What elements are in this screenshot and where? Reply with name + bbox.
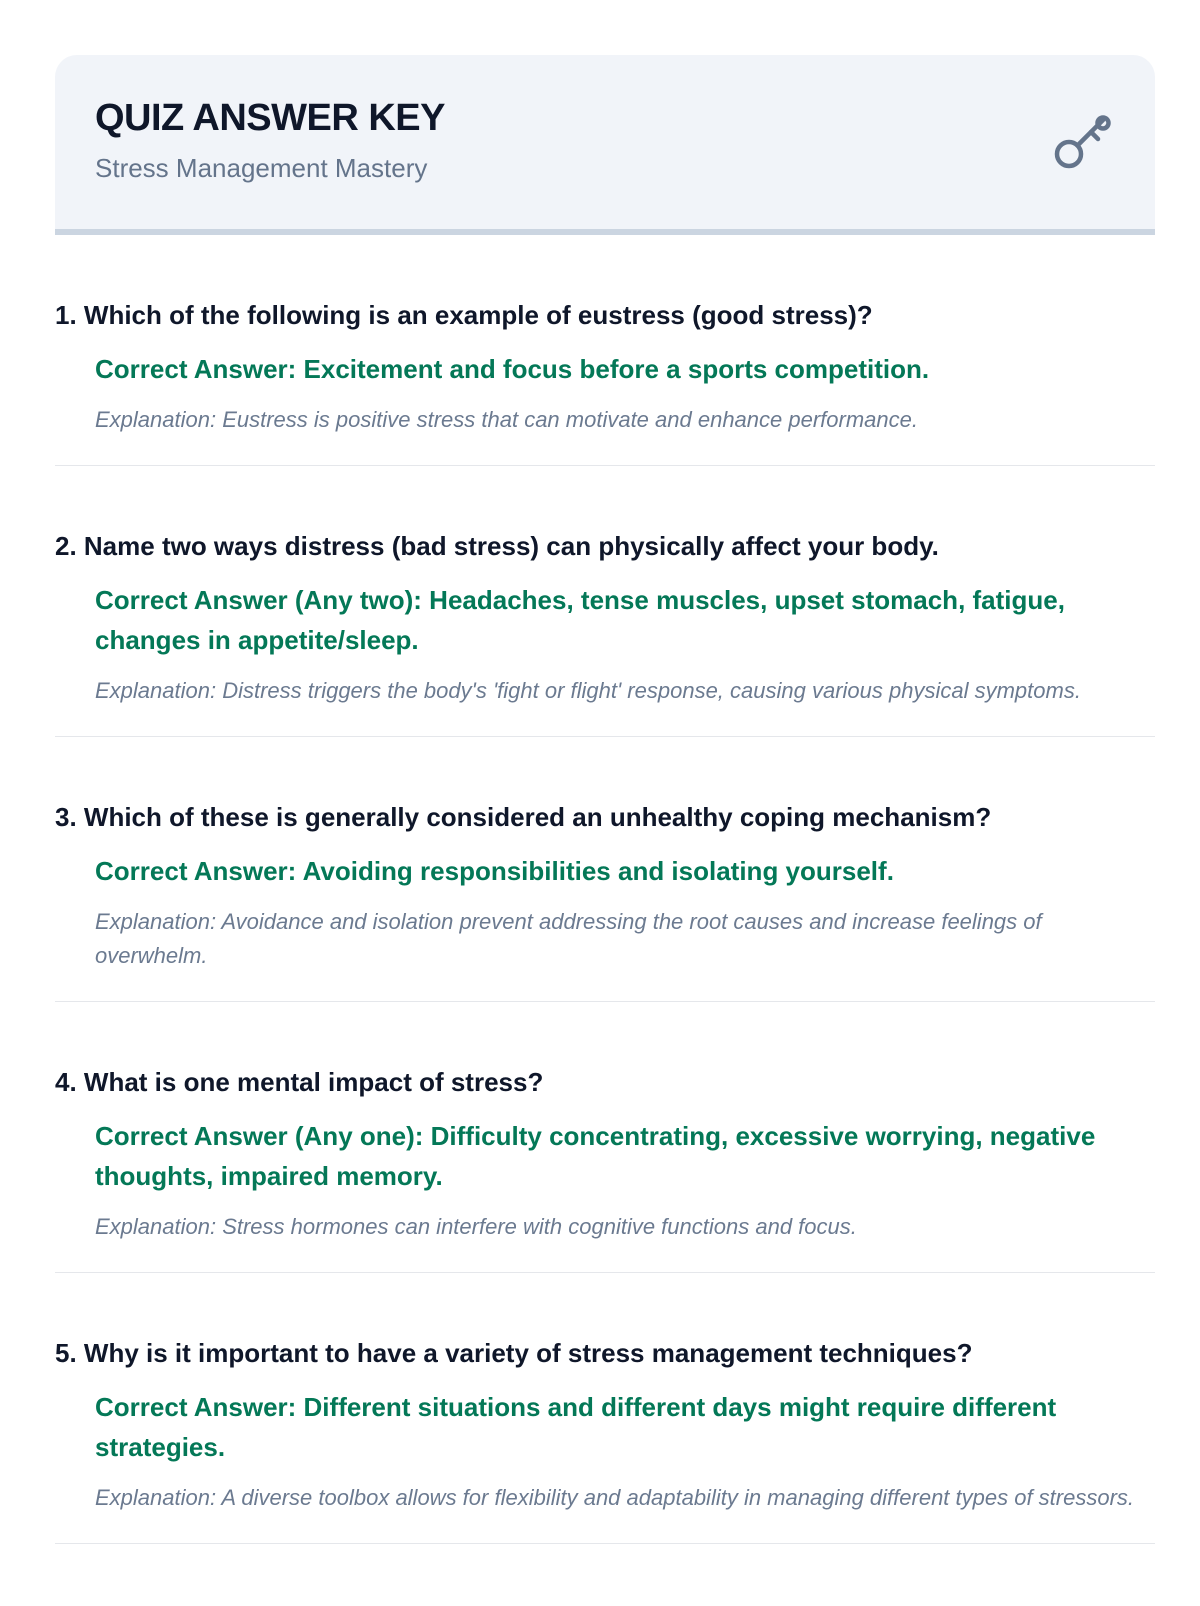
key-icon	[1051, 110, 1115, 174]
question-text: 2. Name two ways distress (bad stress) can physically affect your body.	[55, 531, 939, 561]
question-text: 5. Why is it important to have a variety of stress management techniques?	[55, 1338, 973, 1368]
question-item	[55, 799, 1155, 1002]
correct-answer: Correct Answer: Avoiding responsibilities and isolating yourself.	[95, 856, 894, 886]
answer-explanation: Explanation: Avoidance and isolation prevent addressing the root causes and increase feelings of overwhelm.	[95, 909, 1042, 968]
answer-explanation: Explanation: Distress triggers the body's 'fight or flight' response, causing various physical symptoms.	[95, 678, 1081, 703]
page-title: QUIZ ANSWER KEY	[95, 97, 445, 139]
question-text: 1. Which of the following is an example of eustress (good stress)?	[55, 300, 873, 330]
question-item	[55, 1064, 1155, 1273]
answer-explanation: Explanation: A diverse toolbox allows for flexibility and adaptability in managing different types of stressors.	[95, 1485, 1135, 1510]
question-text: 4. What is one mental impact of stress?	[55, 1067, 544, 1097]
question-text: 3. Which of these is generally considered an unhealthy coping mechanism?	[55, 802, 992, 832]
answer-explanation: Explanation: Stress hormones can interfere with cognitive functions and focus.	[95, 1214, 857, 1239]
question-item	[55, 528, 1155, 737]
correct-answer: Correct Answer (Any one): Difficulty concentrating, excessive worrying, negative thoughts, impaired memory.	[95, 1121, 1096, 1191]
question-item	[55, 1335, 1155, 1544]
question-item	[55, 297, 1155, 466]
answer-explanation: Explanation: Eustress is positive stress that can motivate and enhance performance.	[95, 407, 918, 432]
correct-answer: Correct Answer: Excitement and focus before a sports competition.	[95, 354, 930, 384]
correct-answer: Correct Answer: Different situations and different days might require different strategies.	[95, 1392, 1057, 1462]
answer-key-page	[55, 55, 1155, 1606]
page-subtitle: Stress Management Mastery	[95, 153, 428, 183]
question-list	[55, 297, 1155, 1544]
header-banner	[55, 55, 1155, 235]
correct-answer: Correct Answer (Any two): Headaches, tense muscles, upset stomach, fatigue, changes in appetite/sleep.	[95, 585, 1065, 655]
